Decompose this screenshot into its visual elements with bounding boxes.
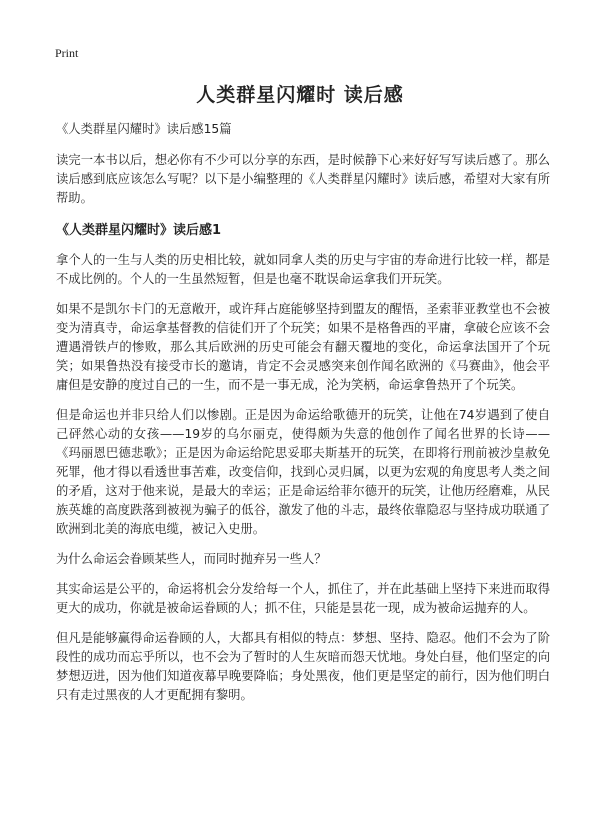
body-paragraph-5: 其实命运是公平的，命运将机会分发给每一个人，抓住了，并在此基础上坚持下来进而取得更大的成功，你就是被命运眷顾的人；抓不住，只能是昙花一现，成为被命运抛弃的人。 <box>56 582 550 615</box>
intro-paragraph: 读完一本书以后，想必你有不少可以分享的东西，是时候静下心来好好写写读后感了。那么读后感到底应该怎么写呢？以下是小编整理的《人类群星闪耀时》读后感，希望对大家有所帮助。 <box>56 153 550 205</box>
print-link[interactable]: Print <box>55 46 79 60</box>
section-heading: 《人类群星闪耀时》读后感1 <box>56 223 222 238</box>
article-subtitle: 《人类群星闪耀时》读后感15篇 <box>56 122 232 136</box>
body-paragraph-3: 但是命运也并非只给人们以惨剧。正是因为命运给歌德开的玩笑，让他在74岁遇到了使自己砰然心动的女孩——19岁的乌尔丽克，使得颇为失意的他创作了闻名世界的长诗——《玛丽恩巴德悲歌》；正是因为命运给陀思妥耶夫斯基开的玩笑，在即将行刑前被沙皇赦免死罪，他才得以看透世事苦难，改变信仰，找到心灵归属，以更为宏观的角度思考人类之间的矛盾，这对于他来说，是最大的幸运；正是命运给菲尔德开的玩笑，让他历经磨难，从民族英雄的高度跌落到被视为骗子的低谷，激发了他的斗志，最终依靠隐忍与坚持成功联通了欧洲到北美的海底电缆，被记入史册。 <box>56 408 550 536</box>
article-body <box>56 120 550 716</box>
page-title: 人类群星闪耀时 读后感 <box>196 84 404 106</box>
body-paragraph-6: 但凡是能够赢得命运眷顾的人，大都具有相似的特点：梦想、坚持、隐忍。他们不会为了阶段性的成功而忘乎所以，也不会为了暂时的人生灰暗而怨天忧地。身处白昼，他们坚定的向梦想迈进，因为他们知道夜幕早晚要降临；身处黑夜，他们更是坚定的前行，因为他们明白只有走过黑夜的人才更配拥有黎明。 <box>56 631 550 702</box>
body-paragraph-4: 为什么命运会眷顾某些人，而同时抛弃另一些人？ <box>56 552 327 566</box>
body-paragraph-2: 如果不是凯尔卡门的无意敞开，或许拜占庭能够坚持到盟友的醒悟，圣索菲亚教堂也不会被变为清真寺，命运拿基督教的信徒们开了个玩笑；如果不是格鲁西的平庸，拿破仑应该不会遭遇滑铁卢的惨败，那么其后欧洲的历史可能会有翻天覆地的变化，命运拿法国开了个玩笑；如果鲁热没有接受市长的邀请，肯定不会灵感突来创作闻名欧洲的《马赛曲》，他会平庸但是安静的度过自己的一生，而不是一事无成，沦为笑柄，命运拿鲁热开了个玩笑。 <box>56 302 550 392</box>
body-paragraph-1: 拿个人的一生与人类的历史相比较，就如同拿人类的历史与宇宙的寿命进行比较一样，都是不成比例的。个人的一生虽然短暂，但是也毫不耽误命运拿我们开玩笑。 <box>56 253 550 286</box>
